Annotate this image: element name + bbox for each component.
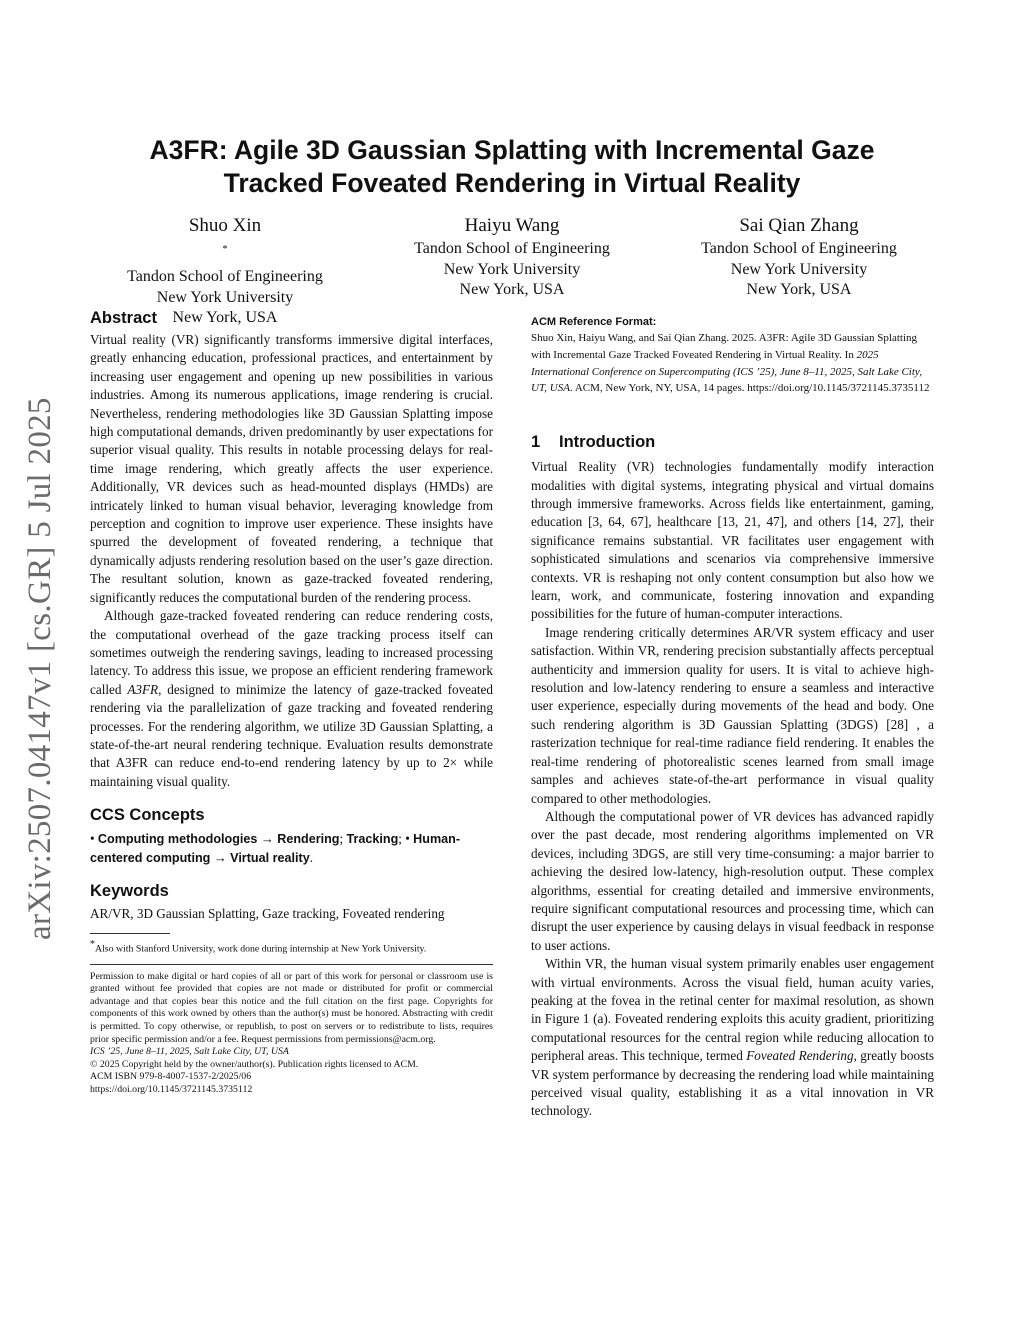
- copyright-notice: © 2025 Copyright held by the owner/author(s). Publication rights licensed to ACM.: [90, 1058, 419, 1070]
- keywords-text: AR/VR, 3D Gaussian Splatting, Gaze tracking, Foveated rendering: [90, 905, 445, 921]
- acm-reference-heading: ACM Reference Format:: [531, 316, 657, 328]
- intro-paragraph-4: Within VR, the human visual system primarily enables user engagement with virtual environments. Across the visual field, human acuity varies, peaking at the fovea in the retinal center for maximal resolution, as shown in Figure 1 (a). Foveated rendering exploits this acuity gradient, prioritizing computational resources for the central region while reducing allocation to peripheral areas. This technique, termed Foveated Rendering, greatly boosts VR system performance by decreasing the rendering load while maintaining perceived visual quality, establishing it as a vital innovation in VR technology.: [531, 956, 934, 1119]
- author-footnote: *Also with Stanford University, work done during internship at New York University.: [90, 939, 427, 955]
- title-line-2: Tracked Foveated Rendering in Virtual Reality: [223, 168, 801, 198]
- author-affiliation: Tandon School of Engineering: [701, 240, 897, 257]
- left-column: [90, 309, 493, 1097]
- author-location: New York, USA: [746, 281, 852, 298]
- title-line-1: A3FR: Agile 3D Gaussian Splatting with Incremental Gaze: [149, 135, 875, 165]
- paper-title: [90, 134, 934, 200]
- intro-paragraph-2: Image rendering critically determines AR/VR system efficacy and user satisfaction. Within VR, rendering precision substantially affects perceptual authenticity and immersion quality for users. It is vital to achieve high-resolution and low-latency rendering to ensure a seamless and interactive user experience, especially during movements of the head and body. One such rendering algorithm is 3D Gaussian Splatting (3DGS) [28] , a rasterization technique for real-time radiance field rendering. It enables the real-time rendering of photorealistic scenes learned from small image samples and achieves state-of-the-art performance in visual quality compared to other methodologies.: [531, 624, 934, 806]
- right-column: [531, 316, 934, 1121]
- acm-reference-text: Shuo Xin, Haiyu Wang, and Sai Qian Zhang. 2025. A3FR: Agile 3D Gaussian Splatting with Incremental Gaze Tracked Foveated Rendering in Virtual Reality. In 2025 International Conference on Supercomputing (ICS ’25), June 8–11, 2025, Salt Lake City, UT, USA. ACM, New York, NY, USA, 14 pages. https://doi.org/10.1145/3721145.3735112: [531, 332, 930, 395]
- ccs-concepts: • Computing methodologies → Rendering; Tracking; • Human-centered computing → Virtual reality.: [90, 831, 461, 865]
- intro-paragraph-3: Although the computational power of VR devices has advanced rapidly over the past decade, most rendering algorithms implemented on VR devices, including 3DGS, are still very time-consuming: a major barrier to achieving the desired low-latency, high-resolution output. These complex algorithms, essential for creating detailed and immersive environments, require significant computational resources and processing time, which can disrupt the user experience by causing delays in visual feedback in response to user actions.: [531, 808, 934, 953]
- author-affiliation: Tandon School of Engineering: [127, 268, 323, 286]
- author-location: New York, USA: [172, 309, 278, 327]
- author-location: New York, USA: [459, 281, 565, 298]
- abstract-paragraph-2: Although gaze-tracked foveated rendering can reduce rendering costs, the computational overhead of the gaze tracking process itself can sometimes outweigh the rendering savings, leading to increased processing latency. To address this issue, we propose an efficient rendering framework called A3FR, designed to minimize the latency of gaze-tracked foveated rendering via the parallelization of gaze tracking and foveated rendering processes. For the rendering algorithm, we utilize 3D Gaussian Splatting, a state-of-the-art neural rendering technique. Evaluation results demonstrate that A3FR can reduce end-to-end rendering latency by up to 2× while maintaining visual quality.: [90, 608, 493, 789]
- permission-notice: Permission to make digital or hard copies of all or part of this work for personal or classroom use is granted without fee provided that copies are not made or distributed for profit or commercial advantage and that copies bear this notice and the full citation on the first page. Copyrights for components of this work owned by others than the author(s) must be honored. Abstracting with credit is permitted. To copy otherwise, or republish, to post on servers or to redistribute to lists, requires prior specific permission and/or a fee. Request permissions from permissions@acm.org.: [90, 970, 493, 1045]
- author-3: [664, 214, 934, 329]
- conference-info: ICS ’25, June 8–11, 2025, Salt Lake City, UT, USA: [90, 1046, 289, 1058]
- author-footnote-mark: *: [222, 244, 228, 255]
- author-university: New York University: [156, 288, 294, 306]
- arxiv-identifier: arXiv:2507.04147v1 [cs.GR] 5 Jul 2025: [22, 397, 58, 940]
- isbn: ACM ISBN 979-8-4007-1537-2/2025/06: [90, 1071, 252, 1083]
- author-name: Haiyu Wang: [464, 215, 560, 236]
- doi-link[interactable]: https://doi.org/10.1145/3721145.3735112: [90, 1083, 253, 1095]
- footnote-divider: [90, 933, 170, 934]
- permission-divider: [90, 964, 493, 965]
- keywords-heading: Keywords: [90, 881, 169, 900]
- intro-paragraph-1: Virtual Reality (VR) technologies fundamentally modify interaction modalities with digital systems, integrating physical and virtual domains through immersive frameworks. Across fields like entertainment, gaming, education [3, 64, 67], healthcare [13, 21, 47], and others [14, 27], their significance remains substantial. VR facilitates user engagement with sophisticated simulations and scenarios via comprehensive immersive contexts. VR is reshaping not only content consumption but also how we learn, work, and communicate, fostering innovation and expanding possibilities for the future of human-computer interactions.: [531, 459, 934, 622]
- author-affiliation: Tandon School of Engineering: [414, 240, 610, 257]
- author-university: New York University: [730, 260, 868, 278]
- abstract-heading: Abstract: [90, 309, 157, 327]
- author-name: Shuo Xin: [188, 215, 262, 236]
- abstract-paragraph-1: Virtual reality (VR) significantly transforms immersive digital interfaces, greatly enhancing education, professional practices, and entertainment by increasing user engagement and opening up new possibilities in various industries. Among its numerous applications, image rendering is crucial. Nevertheless, rendering methodologies like 3D Gaussian Splatting impose high computational demands, driven predominantly by user expectations for superior visual quality. This results in notable processing delays for real-time image rendering, which greatly affects the user experience. Additionally, VR devices such as head-mounted displays (HMDs) are intricately linked to human visual behavior, leveraging knowledge from perception and cognition to improve user experience. These insights have spurred the development of foveated rendering, a technique that dynamically adjusts rendering resolution based on the user’s gaze direction. The resultant solution, known as gaze-tracked foveated rendering, significantly reduces the computational burden of the rendering process.: [90, 332, 493, 605]
- ccs-heading: CCS Concepts: [90, 806, 205, 825]
- introduction-heading: 1 Introduction: [531, 433, 656, 452]
- author-name: Sai Qian Zhang: [739, 215, 859, 236]
- author-university: New York University: [443, 260, 581, 278]
